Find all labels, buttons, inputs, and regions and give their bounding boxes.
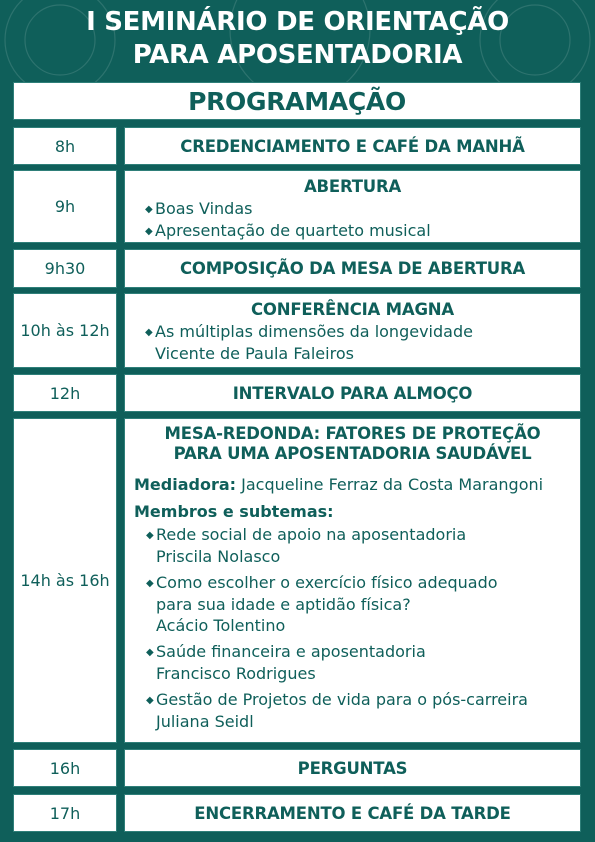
speaker-name: Juliana Seidl bbox=[156, 712, 254, 731]
diamond-bullet-icon: ◆ bbox=[146, 647, 154, 658]
title-line-1: I SEMINÁRIO DE ORIENTAÇÃO bbox=[86, 7, 509, 37]
event-mesa-redonda bbox=[124, 418, 581, 743]
topics-list bbox=[134, 524, 580, 732]
abertura-title: ABERTURA bbox=[303, 177, 402, 196]
speaker-name: Francisco Rodrigues bbox=[156, 664, 316, 683]
list-item: ◆ Rede social de apoio na aposentadoria Priscila Nolasco bbox=[146, 524, 580, 567]
event-conferencia-magna bbox=[124, 293, 581, 368]
diamond-bullet-icon: ◆ bbox=[145, 327, 153, 338]
time-cell-8h: 8h bbox=[13, 127, 117, 165]
list-item: ◆ As múltiplas dimensões da longevidade bbox=[145, 322, 473, 341]
diamond-bullet-icon: ◆ bbox=[146, 695, 154, 706]
event-composicao-mesa: COMPOSIÇÃO DA MESA DE ABERTURA bbox=[124, 249, 581, 288]
seminar-title bbox=[0, 6, 595, 72]
title-line-2: PARA APOSENTADORIA bbox=[132, 40, 463, 70]
moderator-name: Jacqueline Ferraz da Costa Marangoni bbox=[241, 475, 544, 494]
time-cell-9h: 9h bbox=[13, 170, 117, 243]
list-item: ◆ Apresentação de quarteto musical bbox=[145, 221, 431, 240]
speaker-name: Acácio Tolentino bbox=[156, 616, 286, 635]
list-item: ◆ Como escolher o exercício físico adequado para sua idade e aptidão física? Acácio Tolentino bbox=[146, 572, 580, 636]
event-abertura bbox=[124, 170, 581, 243]
time-cell-10h-12h: 10h às 12h bbox=[13, 293, 117, 368]
moderator-label: Mediadora: bbox=[134, 475, 237, 494]
speaker-name: Vicente de Paula Faleiros bbox=[155, 344, 354, 363]
diamond-bullet-icon: ◆ bbox=[146, 578, 154, 589]
moderator-line bbox=[134, 474, 580, 495]
list-item: ◆ Saúde financeira e aposentadoria Francisco Rodrigues bbox=[146, 641, 580, 684]
time-cell-17h: 17h bbox=[13, 794, 117, 832]
event-credenciamento: CREDENCIAMENTO E CAFÉ DA MANHÃ bbox=[124, 127, 581, 165]
conferencia-title: CONFERÊNCIA MAGNA bbox=[251, 300, 454, 319]
event-intervalo-almoco: INTERVALO PARA ALMOÇO bbox=[124, 374, 581, 412]
time-cell-12h: 12h bbox=[13, 374, 117, 412]
diamond-bullet-icon: ◆ bbox=[146, 530, 154, 541]
time-cell-16h: 16h bbox=[13, 749, 117, 787]
members-label: Membros e subtemas: bbox=[134, 502, 334, 521]
mesa-redonda-title: MESA-REDONDA: FATORES DE PROTEÇÃO PARA UMA APOSENTADORIA SAUDÁVEL bbox=[164, 424, 541, 463]
time-cell-9h30: 9h30 bbox=[13, 249, 117, 288]
diamond-bullet-icon: ◆ bbox=[145, 204, 153, 215]
programacao-heading: PROGRAMAÇÃO bbox=[13, 82, 581, 120]
event-encerramento: ENCERRAMENTO E CAFÉ DA TARDE bbox=[124, 794, 581, 832]
diamond-bullet-icon: ◆ bbox=[145, 226, 153, 237]
speaker-name: Priscila Nolasco bbox=[156, 547, 281, 566]
event-perguntas: PERGUNTAS bbox=[124, 749, 581, 787]
list-item: ◆ Gestão de Projetos de vida para o pós-carreira Juliana Seidl bbox=[146, 689, 580, 732]
time-cell-14h-16h: 14h às 16h bbox=[13, 418, 117, 743]
list-item: ◆ Boas Vindas bbox=[145, 199, 253, 218]
